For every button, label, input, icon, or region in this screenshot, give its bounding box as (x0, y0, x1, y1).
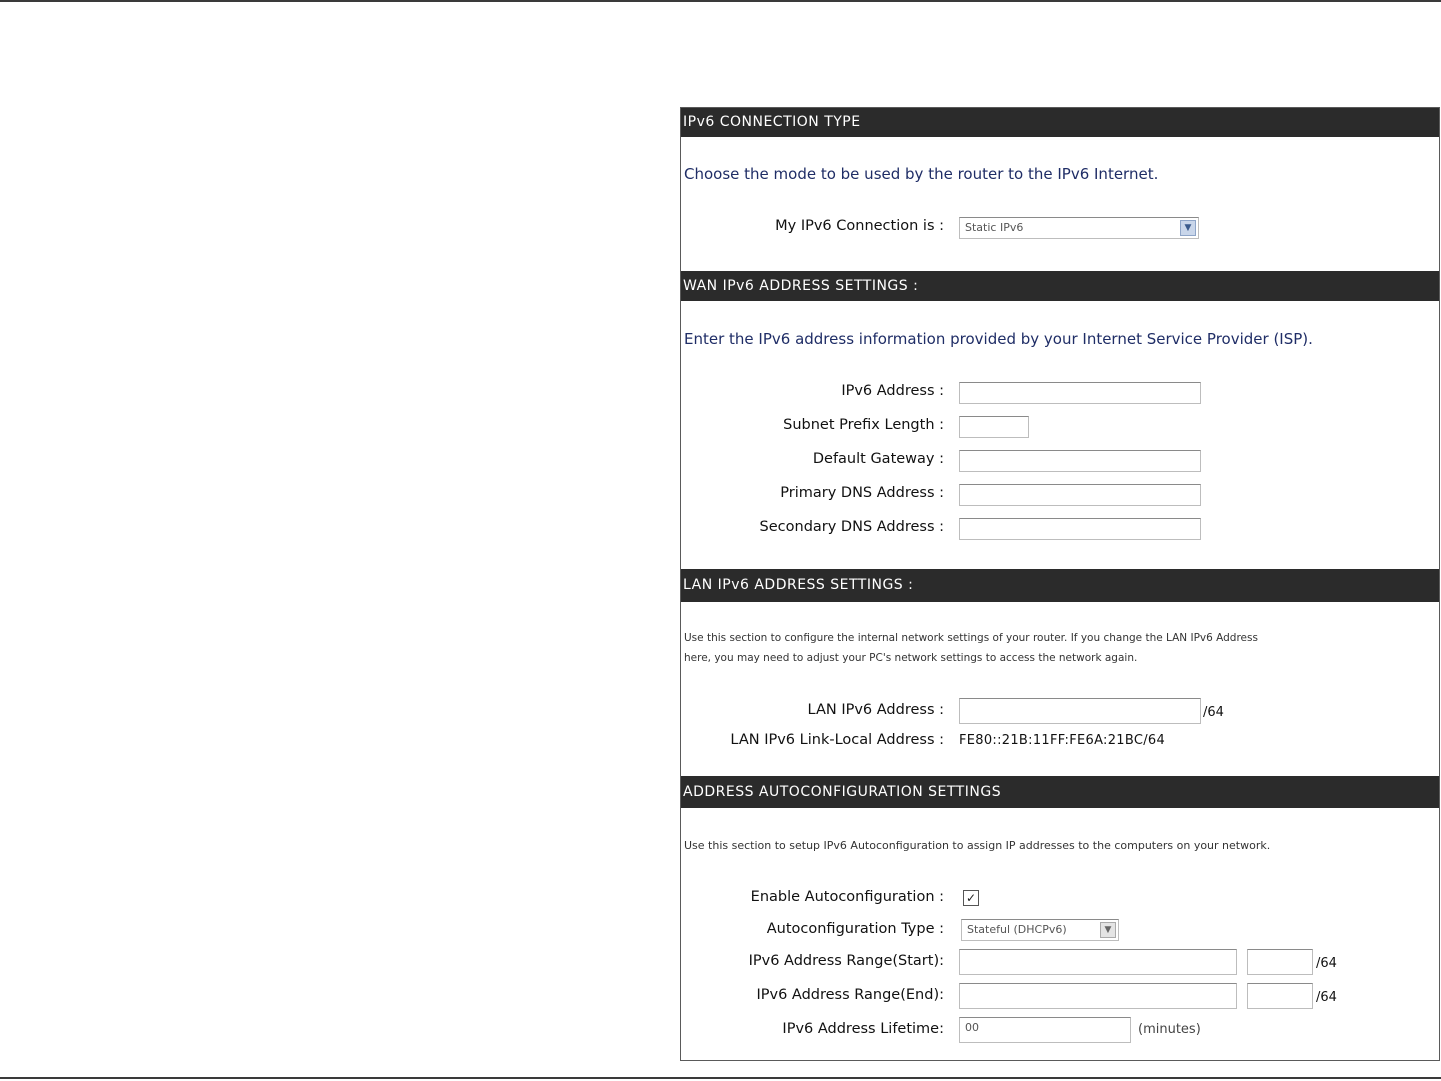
autoconfig-type-value: Stateful (DHCPv6) (967, 923, 1067, 936)
range-start-prefix-suffix: /64 (1316, 956, 1337, 971)
top-rule (0, 0, 1441, 2)
lan-intro-line2: here, you may need to adjust your PC's network settings to access the network again. (684, 652, 1138, 664)
connection-type-label: My IPv6 Connection is : (775, 218, 944, 234)
range-end-prefix-suffix: /64 (1316, 990, 1337, 1005)
subnet-prefix-length-label: Subnet Prefix Length : (783, 417, 944, 433)
ipv6-connection-type-header (681, 108, 1439, 137)
bottom-rule (0, 1077, 1441, 1079)
lan-settings-title: LAN IPv6 ADDRESS SETTINGS : (683, 577, 914, 593)
autoconfig-intro: Use this section to setup IPv6 Autoconfiguration to assign IP addresses to the computers on your network. (684, 839, 1271, 852)
connection-type-value: Static IPv6 (965, 221, 1024, 234)
ipv6-address-label: IPv6 Address : (841, 383, 944, 399)
chevron-down-icon: ▼ (1180, 220, 1196, 236)
link-local-value: FE80::21B:11FF:FE6A:21BC/64 (959, 733, 1166, 748)
lan-settings-header (681, 569, 1439, 602)
primary-dns-input[interactable] (959, 484, 1201, 506)
connection-type-select[interactable] (959, 217, 1199, 239)
ipv6-settings-panel (680, 107, 1440, 1061)
secondary-dns-input[interactable] (959, 518, 1201, 540)
secondary-dns-label: Secondary DNS Address : (759, 519, 944, 535)
wan-settings-title: WAN IPv6 ADDRESS SETTINGS : (683, 278, 919, 294)
address-lifetime-label: IPv6 Address Lifetime: (782, 1021, 944, 1037)
chevron-down-icon: ▼ (1100, 922, 1116, 938)
autoconfig-settings-title: ADDRESS AUTOCONFIGURATION SETTINGS (683, 784, 1002, 800)
autoconfig-settings-header (681, 776, 1439, 808)
lan-ipv6-address-input[interactable] (959, 698, 1201, 724)
enable-autoconfig-checkbox[interactable] (963, 890, 979, 906)
primary-dns-label: Primary DNS Address : (780, 485, 944, 501)
subnet-prefix-length-input[interactable] (959, 416, 1029, 438)
range-start-label: IPv6 Address Range(Start): (748, 953, 944, 969)
range-end-label: IPv6 Address Range(End): (756, 987, 944, 1003)
wan-settings-intro: Enter the IPv6 address information provided by your Internet Service Provider (ISP). (684, 330, 1313, 348)
address-lifetime-input[interactable]: 00 (959, 1017, 1131, 1043)
range-start-suffix-input[interactable] (1247, 949, 1313, 975)
autoconfig-type-label: Autoconfiguration Type : (766, 921, 944, 937)
lan-prefix-suffix: /64 (1203, 705, 1224, 720)
check-icon: ✓ (965, 891, 977, 905)
enable-autoconfig-label: Enable Autoconfiguration : (750, 889, 944, 905)
autoconfig-type-select[interactable] (961, 919, 1119, 941)
ipv6-connection-type-title: IPv6 CONNECTION TYPE (683, 114, 861, 130)
default-gateway-input[interactable] (959, 450, 1201, 472)
link-local-label: LAN IPv6 Link-Local Address : (730, 732, 944, 748)
default-gateway-label: Default Gateway : (812, 451, 944, 467)
ipv6-address-input[interactable] (959, 382, 1201, 404)
range-end-suffix-input[interactable] (1247, 983, 1313, 1009)
range-start-input[interactable] (959, 949, 1237, 975)
lan-intro-line1: Use this section to configure the internal network settings of your router. If you change the LAN IPv6 Address (684, 632, 1258, 644)
ipv6-connection-intro: Choose the mode to be used by the router to the IPv6 Internet. (684, 165, 1159, 183)
wan-settings-header (681, 271, 1439, 301)
lan-ipv6-address-label: LAN IPv6 Address : (807, 702, 944, 718)
lifetime-unit: (minutes) (1138, 1022, 1201, 1037)
range-end-input[interactable] (959, 983, 1237, 1009)
